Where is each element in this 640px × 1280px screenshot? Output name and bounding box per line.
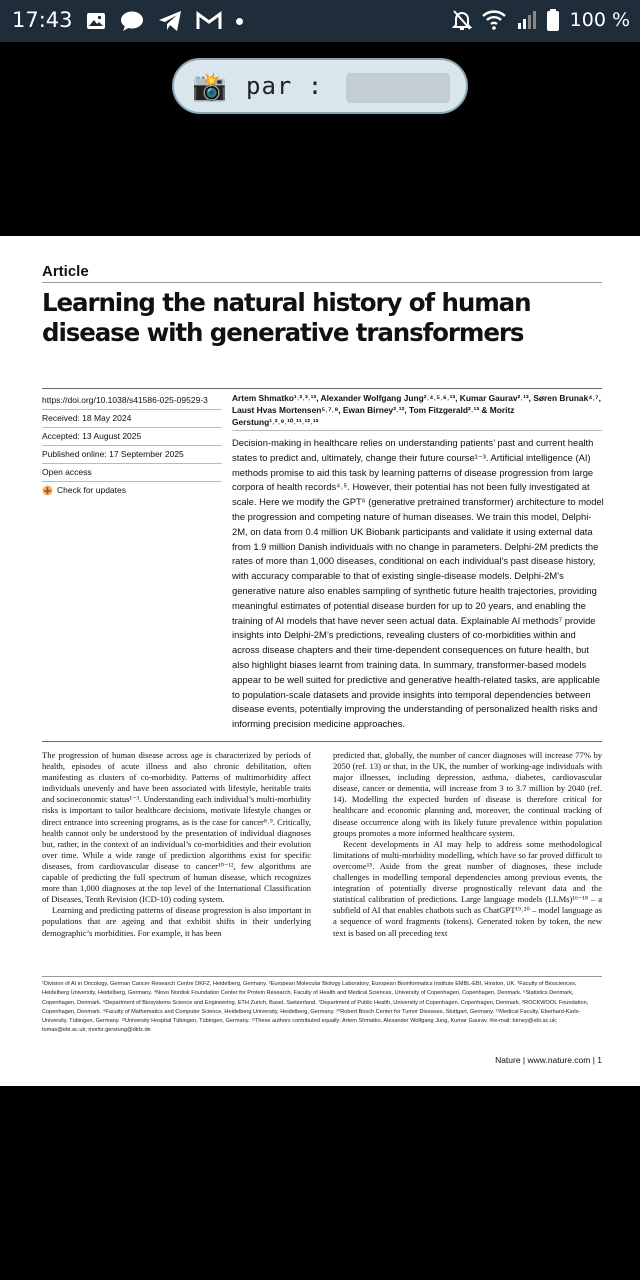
affiliations-footnotes: ¹Division of AI in Oncology, German Cancer Research Centre DKFZ, Heidelberg, Germany. ²European Molecular Biology Laboratory, European Bioinformatics Institute EMBL-EBI, Hinxton, UK. ³Faculty of Biosciences, Heidelberg University, Heidelberg, Germany. ⁴Novo Nordisk Foundation Center for Protein Research, Faculty of Health and Medical Sciences, University of Copenhagen, Copenhagen, Denmark. ⁵Statistics Denmark, Copenhagen, Denmark. ⁶Department of Biosystems Science and Engineering, ETH Zurich, Basel, Switzerland. ⁷Department of Public Health, University of Copenhagen, Copenhagen, Denmark. ⁸ROCKWOOL Foundation, Copenhagen, Denmark. ⁹Faculty of Mathematics and Computer Science, Heidelberg University, Heidelberg, Germany. ¹⁰Robert Bosch Center for Tumor Diseases, Stuttgart, Germany. ¹¹Medical Faculty, Eberhard-Karls-University, Tübingen, Germany. ¹²University Hospital Tübingen, Tübingen, Germany. ¹³These authors contributed equally: Artem Shmatko, Alexander Wolfgang Jung, Kumar Gaurav. ✉e-mail: birney@ebi.ac.uk; tomas@ebi.ac.uk; moritz.gerstung@dkfz.de (42, 981, 589, 1034)
title-divider (42, 388, 602, 389)
body-paragraph: Learning and predicting patterns of disease progression is also important in populations that are ageing and that exhibit shifts in their underlying demographic’s morbidities. For example, it has been (42, 905, 311, 938)
mute-icon (452, 9, 472, 31)
telegram-icon (158, 10, 182, 32)
body-column-left (42, 750, 311, 939)
authors-divider (232, 430, 602, 431)
top-divider (42, 282, 602, 283)
bottom-area (0, 1086, 640, 1280)
camera-flash-icon: 📸 (192, 72, 227, 103)
article-title: Learning the natural history of human disease with generative transformers (42, 288, 531, 347)
received-date: Received: 18 May 2024 (42, 410, 222, 428)
chat-bubble-icon (120, 10, 144, 32)
article-type-label: Article (42, 263, 89, 280)
signal-icon (516, 9, 536, 31)
gallery-icon (86, 11, 106, 31)
battery-percent: 100 % (569, 9, 630, 31)
body-column-right (333, 750, 602, 939)
battery-icon (546, 8, 560, 32)
caption-label: par : (246, 72, 324, 100)
caption-chip (172, 58, 468, 114)
gmail-icon (196, 11, 222, 31)
doi-link[interactable]: https://doi.org/10.1038/s41586-025-09529-3 (42, 392, 222, 410)
published-date: Published online: 17 September 2025 (42, 446, 222, 464)
status-time: 17:43 (12, 8, 73, 32)
author-list: Artem Shmatko¹˒²˒³˒¹³, Alexander Wolfgang Jung²˒⁴˒⁵˒⁶˒¹³, Kumar Gaurav²˒¹³, Søren Brunak⁴˒⁷, Laust Hvas Mortensen⁵˒⁷˒⁸, Ewan Birney²˒¹², Tom Fitzgerald²˒¹³ & Moritz Gerstung¹˒²˒⁹˒¹⁰˒¹¹˒¹²˒¹³ (232, 393, 601, 427)
body-divider (42, 741, 602, 742)
status-bar (0, 0, 640, 42)
check-updates-icon (42, 485, 53, 496)
check-updates-button[interactable] (42, 482, 222, 499)
open-access-label: Open access (42, 464, 222, 482)
body-paragraph: Recent developments in AI may help to address some methodological limitations of multi-morbidity modelling, which have so far proved difficult to overcome¹⁵. Aside from the great number of diagnoses, these include challenges in modelling temporal dependencies among previous events, the integration of potentially diverse prognostically relevant data and the statistical calibration of predictions. Large language models (LLMs)¹⁶⁻¹⁸ – a subfield of AI that enables chatbots such as ChatGPT¹⁹˒²⁰ – model language as a sequence of word fragments (tokens). Generated token by token, the new text is based on all preceding text (333, 838, 602, 938)
abstract: Decision-making in healthcare relies on understanding patients’ past and current health states to predict and, ultimately, change their future course¹⁻³. Artificial intelligence (AI) methods promise to aid this task by learning patterns of disease progression from large corpora of health records⁴˒⁵. However, their potential has not been fully investigated at scale. Here we modify the GPT⁶ (generative pretrained transformer) architecture to model the progression and competing nature of human diseases. We train this model, Delphi-2M, on data from 0.4 million UK Biobank participants and validate it using external data from 1.9 million Danish individuals with no change in parameters. Delphi-2M predicts the rates of more than 1,000 diseases, conditional on each individual’s past disease history, with accuracy comparable to that of existing single-disease models. Delphi-2M’s generative nature also enables sampling of synthetic future health trajectories, providing meaningful estimates of potential disease burden for up to 20 years, and enabling the training of AI models that have never seen actual data. Explainable AI methods⁷ provide insights into Delphi-2M’s predictions, revealing clusters of co-morbidities within and across disease chapters and their time-dependent consequences on future health, but also highlight biases learnt from training data. In summary, transformer-based models appear to be well suited for predictive and generative health-related tasks, are applicable to population-scale datasets and provide insights into temporal dependencies between disease events, potentially improving the understanding of personalized health risks and informing precision medicine approaches. (232, 437, 604, 730)
wifi-icon (482, 9, 506, 31)
check-updates-label: Check for updates (57, 485, 126, 495)
notification-dot-icon (236, 18, 243, 25)
body-paragraph: predicted that, globally, the number of cancer diagnoses will increase 77% by 2050 (ref. 13) or that, in the UK, the number of working-age individuals with major illnesses, including depression, asthma, diabetes, cardiovascular disease, cancer or dementia, will increase from 3 to 3.7 million by 2040 (ref. 14). Modelling the expected burden of disease is therefore critical for healthcare and economic planning and, moreover, the continual tracking of disease occurrence along with its likely future prevalence within population groups promotes a more informed healthcare system. (333, 750, 602, 838)
footnote-divider (42, 976, 602, 977)
body-paragraph: The progression of human disease across age is characterized by periods of health, episodes of acute illness and also chronic debilitation, often manifesting as clusters of co-morbidity. Patterns of multimorbidity affect individuals unevenly and have been associated with lifestyle, heritable traits and socioeconomic status¹⁻³. Understanding each individual’s multi-morbidity risks is important to tailor healthcare decisions, motivate lifestyle changes or direct entrance into screening programs, as is the case for cancer⁸˒⁹. Critically, health cannot only be understood by the presentation of individual diagnoses but, rather, in the context of an individual’s co-morbidities and their evolution over time. While a wide range of prediction algorithms exist for specific diseases, from cardiovascular disease to cancer¹⁰⁻¹², few algorithms are capable of predicting the full spectrum of human disease, which recognizes more than 1,000 diagnoses at the top level of the International Classification of Diseases, Tenth Revision (ICD-10) coding system. (42, 750, 311, 905)
redacted-name-block (346, 73, 450, 103)
article-meta (42, 392, 222, 499)
article-page[interactable] (0, 236, 640, 1086)
accepted-date: Accepted: 13 August 2025 (42, 428, 222, 446)
page-footer: Nature | www.nature.com | 1 (495, 1055, 602, 1065)
